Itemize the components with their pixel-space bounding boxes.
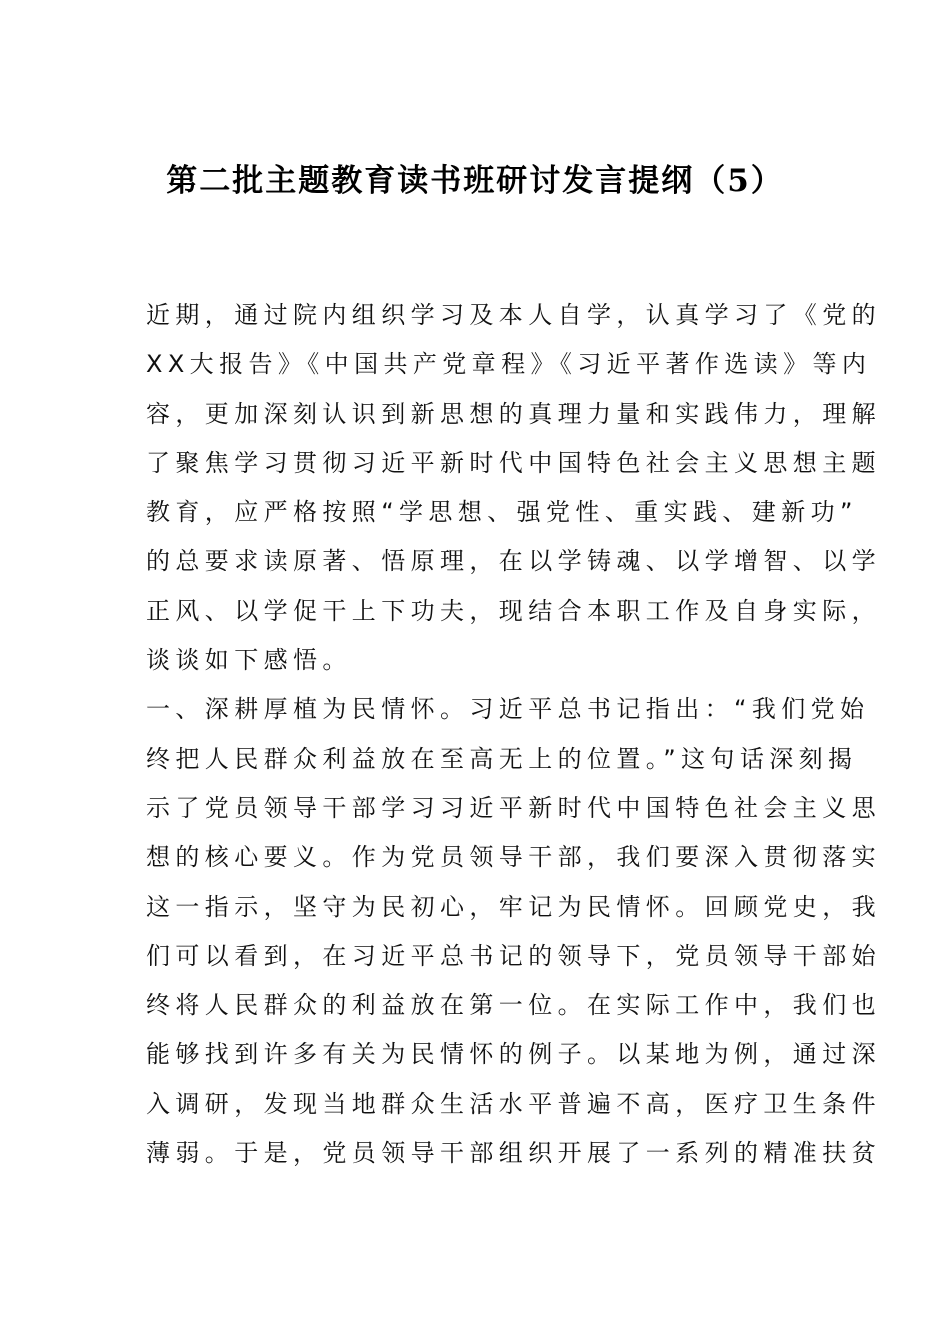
body-line: 能够找到许多有关为民情怀的例子。以某地为例，通过深 [146,1040,881,1069]
body-line: 薄弱。于是，党员领导干部组织开展了一系列的精准扶贫 [146,1139,881,1168]
body-line: 终将人民群众的利益放在第一位。在实际工作中，我们也 [146,991,881,1020]
body-line: 终把人民群众利益放在至高无上的位置。”这句话深刻揭 [146,744,858,773]
body-line: 近期，通过院内组织学习及本人自学，认真学习了《党的 [146,301,881,329]
body-line: 教育，应严格按照“学思想、强党性、重实践、建新功” [146,498,858,527]
body-line: 入调研，发现当地群众生活水平普遍不高，医疗卫生条件 [146,1089,881,1118]
body-line: 这一指示，坚守为民初心，牢记为民情怀。回顾党史，我 [146,892,881,921]
section-heading-line: 一、深耕厚植为民情怀。习近平总书记指出：“我们党始 [146,695,870,724]
body-line: 示了党员领导干部学习习近平新时代中国特色社会主义思 [146,793,881,822]
body-line: 们可以看到，在习近平总书记的领导下，党员领导干部始 [146,941,881,970]
body-line: 了聚焦学习贯彻习近平新时代中国特色社会主义思想主题 [146,448,881,477]
body-line: 想的核心要义。作为党员领导干部，我们要深入贯彻落实 [146,843,881,872]
body-line: 谈谈如下感悟。 [146,646,352,675]
body-line: 正风、以学促干上下功夫，现结合本职工作及自身实际， [146,596,881,625]
body-line: 容，更加深刻认识到新思想的真理力量和实践伟力，理解 [146,399,881,428]
body-line: 的总要求读原著、悟原理，在以学铸魂、以学增智、以学 [146,547,881,576]
document-body [146,291,881,1178]
document-title: 第二批主题教育读书班研讨发言提纲（5） [166,163,784,199]
body-line: XX大报告》《中国共产党章程》《习近平著作选读》等内 [146,350,872,379]
